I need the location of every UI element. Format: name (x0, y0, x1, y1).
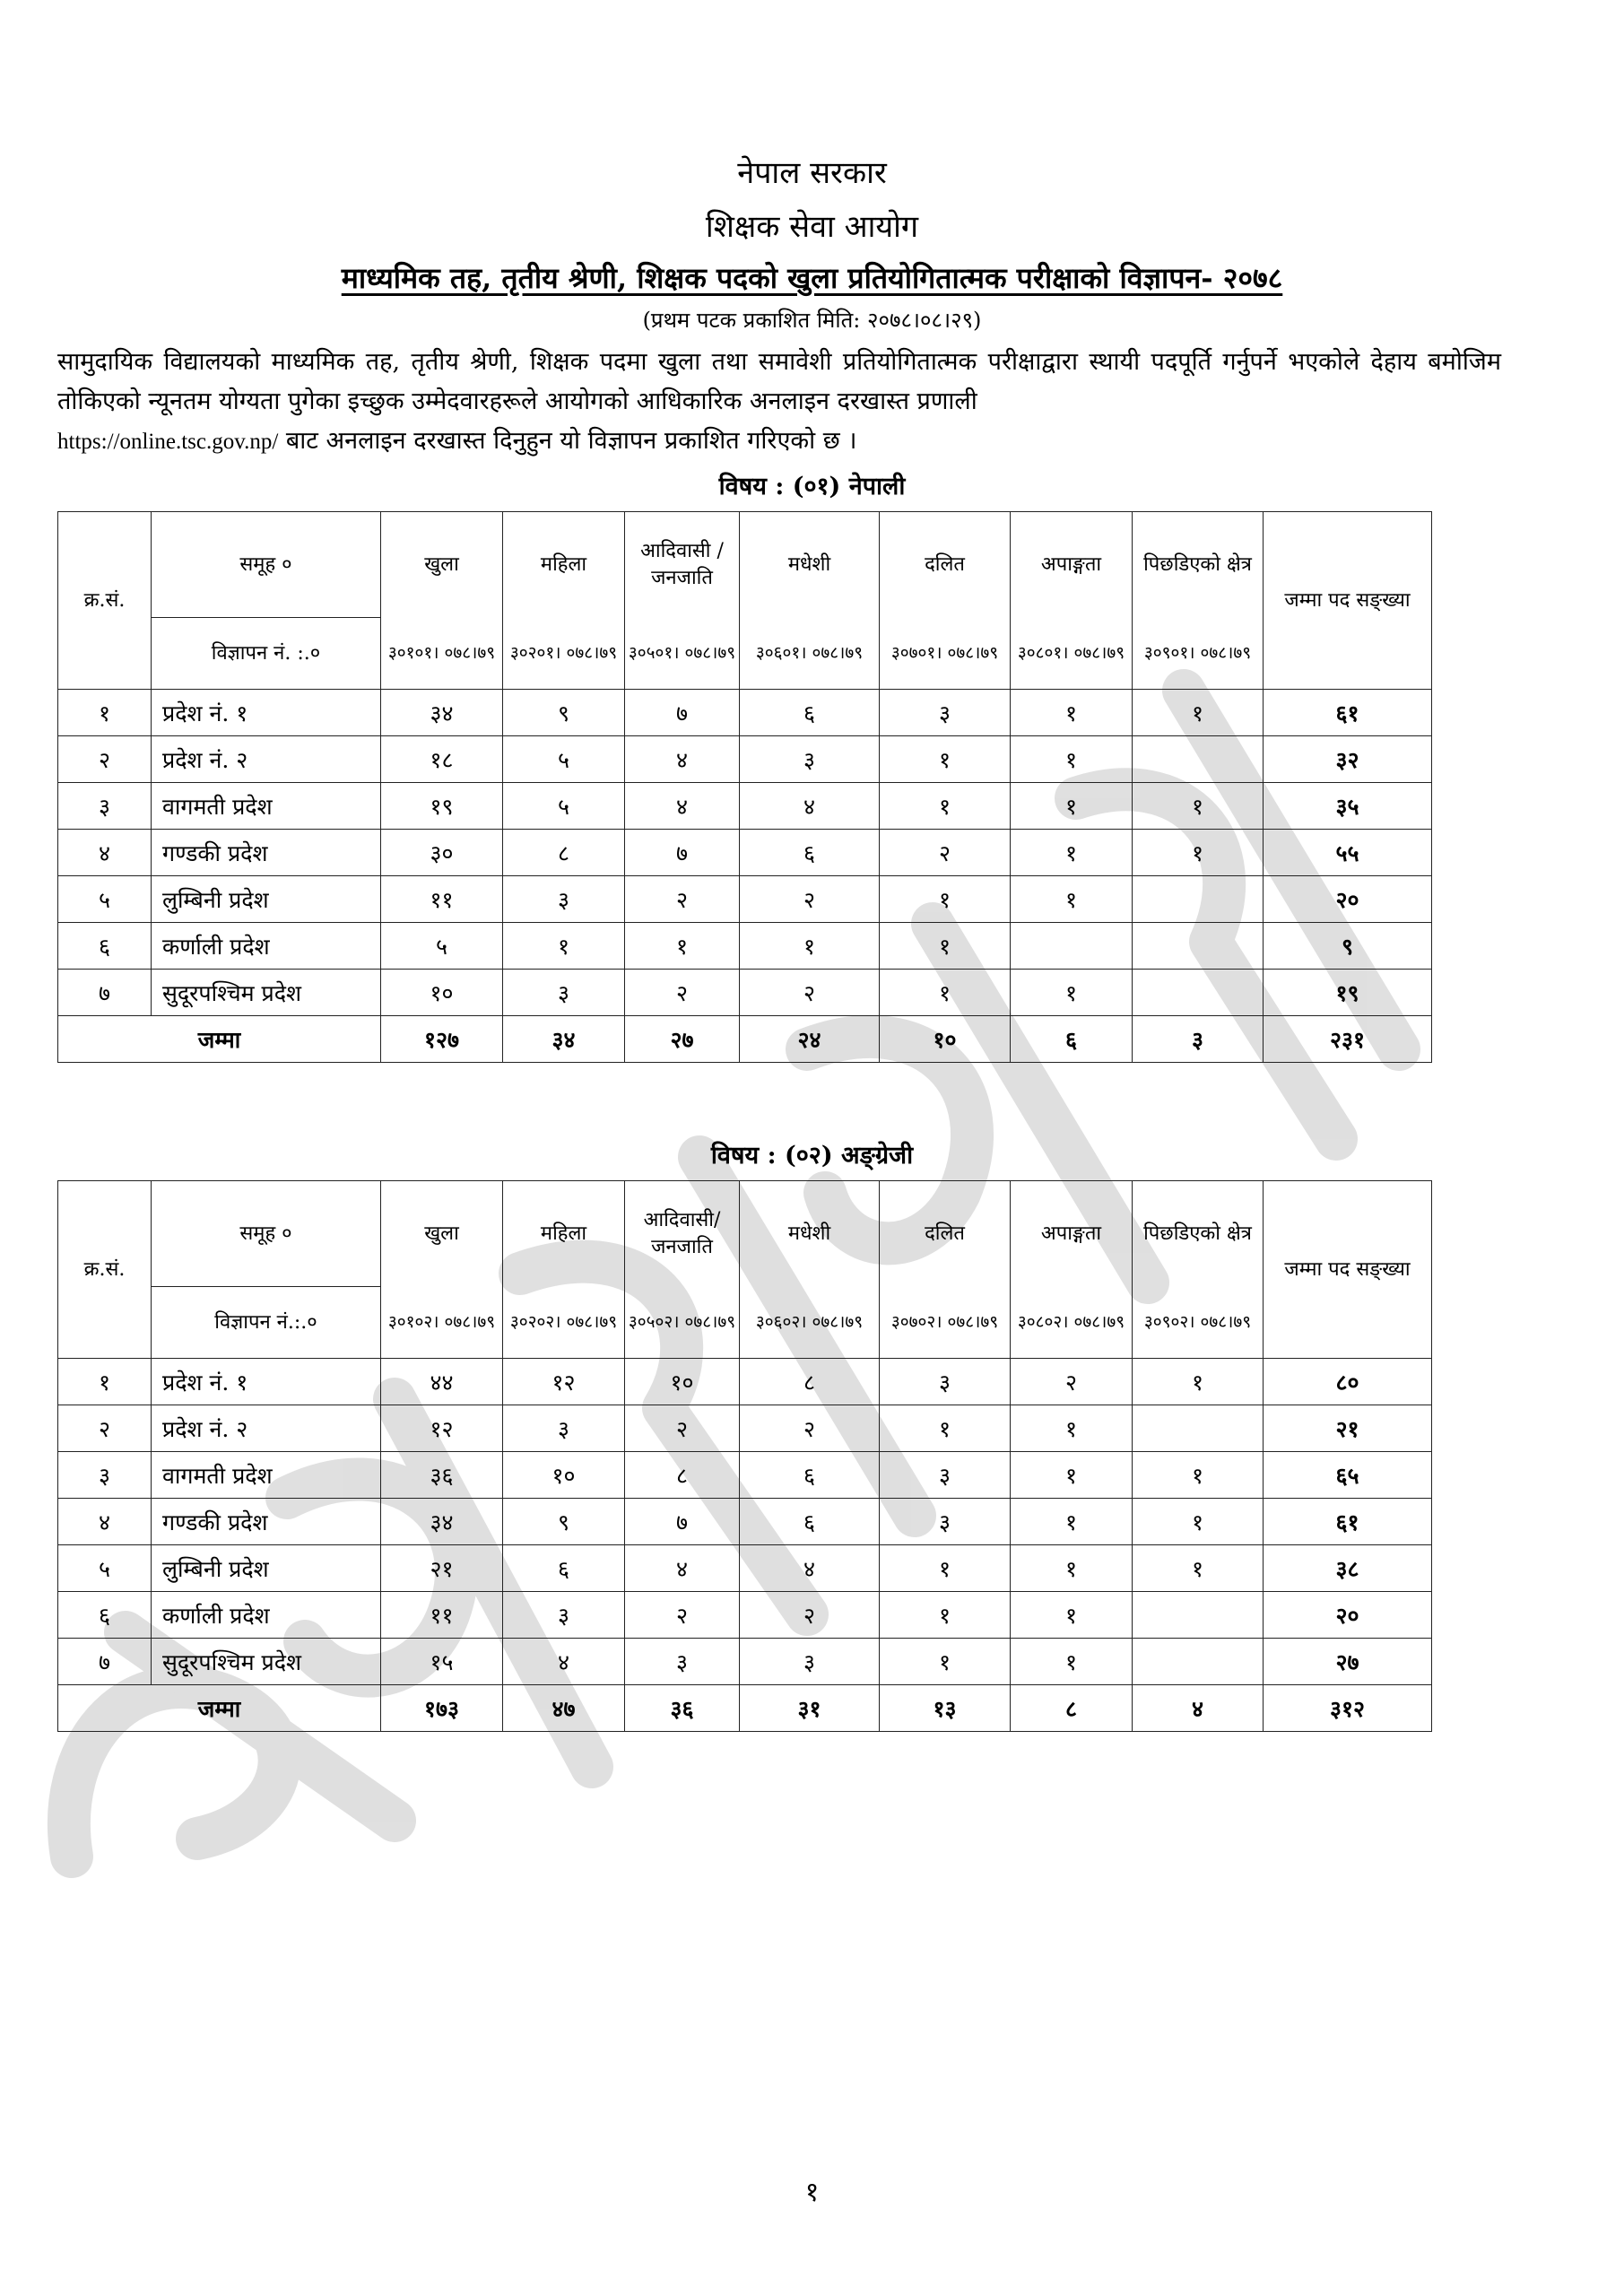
row-value: १२ (381, 1405, 503, 1452)
row-value: १ (1011, 876, 1133, 923)
row-sn: २ (58, 1405, 152, 1452)
code-row (58, 1287, 1432, 1359)
row-value: १ (880, 1405, 1011, 1452)
table-row (58, 923, 1432, 970)
header-category: आदिवासी/ जनजाति (625, 1181, 740, 1287)
row-region: लुम्बिनी प्रदेश (152, 876, 381, 923)
row-sn: ४ (58, 830, 152, 876)
row-value: ४४ (381, 1359, 503, 1405)
row-region: प्रदेश नं. १ (152, 1359, 381, 1405)
row-total: ९ (1264, 923, 1432, 970)
header-group: समूह ० (152, 1181, 381, 1287)
row-total: ६५ (1264, 1452, 1432, 1499)
advertisement-code: ३०७०१। ०७८।७९ (880, 618, 1011, 690)
row-value: ७ (625, 1499, 740, 1545)
row-region: प्रदेश नं. २ (152, 736, 381, 783)
row-total: ६१ (1264, 1499, 1432, 1545)
sum-row (58, 1685, 1432, 1732)
row-value: ७ (625, 690, 740, 736)
row-value: २ (880, 830, 1011, 876)
row-value (1133, 1639, 1264, 1685)
sum-total: २३१ (1264, 1016, 1432, 1063)
row-region: प्रदेश नं. १ (152, 690, 381, 736)
row-value: ३ (740, 736, 880, 783)
published-date: (प्रथम पटक प्रकाशित मिति: २०७८।०८।२९) (642, 308, 982, 333)
row-value: २ (740, 1405, 880, 1452)
document-title (0, 258, 1624, 297)
row-value: ३ (880, 1359, 1011, 1405)
row-value: १ (1133, 1545, 1264, 1592)
table-row (58, 1592, 1432, 1639)
vacancy-table-nepali (57, 511, 1432, 1063)
row-value: ४ (625, 736, 740, 783)
row-value: ३ (880, 1452, 1011, 1499)
row-value: १ (1011, 1545, 1133, 1592)
advertisement-code: ३०८०१। ०७८।७९ (1011, 618, 1133, 690)
header-row (58, 1181, 1432, 1287)
row-value: १ (880, 736, 1011, 783)
advertisement-code: ३०९०२। ०७८।७९ (1133, 1287, 1264, 1359)
row-sn: १ (58, 1359, 152, 1405)
row-total: ३२ (1264, 736, 1432, 783)
row-value: ६ (740, 830, 880, 876)
row-sn: ७ (58, 1639, 152, 1685)
row-sn: २ (58, 736, 152, 783)
row-value: २ (740, 970, 880, 1016)
subject-heading-nepali: विषय : (०१) नेपाली (718, 473, 906, 500)
header-row (58, 512, 1432, 618)
row-value: २१ (381, 1545, 503, 1592)
advertisement-code: ३०६०२। ०७८।७९ (740, 1287, 880, 1359)
table-row (58, 830, 1432, 876)
row-value: ९ (503, 1499, 625, 1545)
sum-value: ३४ (503, 1016, 625, 1063)
row-value: ५ (503, 783, 625, 830)
row-value: १ (1133, 783, 1264, 830)
row-value: १ (880, 970, 1011, 1016)
portal-url: https://online.tsc.gov.np/ (57, 430, 279, 454)
advertisement-code: ३०६०१। ०७८।७९ (740, 618, 880, 690)
row-total: १९ (1264, 970, 1432, 1016)
row-sn: ६ (58, 1592, 152, 1639)
header-category: खुला (381, 512, 503, 618)
subject-heading-english: विषय : (०२) अङ्ग्रेजी (710, 1142, 914, 1170)
row-value: २ (625, 876, 740, 923)
code-row (58, 618, 1432, 690)
row-value: १ (880, 923, 1011, 970)
sum-row (58, 1016, 1432, 1063)
sum-value: १३ (880, 1685, 1011, 1732)
row-value: ४ (625, 783, 740, 830)
row-value: १ (1011, 970, 1133, 1016)
row-value (1133, 1592, 1264, 1639)
row-total: ५५ (1264, 830, 1432, 876)
header-group: समूह ० (152, 512, 381, 618)
row-value: १ (1133, 1359, 1264, 1405)
row-value: ६ (740, 690, 880, 736)
row-value: ३० (381, 830, 503, 876)
sum-value: २७ (625, 1016, 740, 1063)
table-row (58, 736, 1432, 783)
row-sn: ४ (58, 1499, 152, 1545)
header-sn: क्र.सं. (58, 1181, 152, 1359)
government-name: नेपाल सरकार (737, 155, 887, 191)
row-value: ३ (503, 970, 625, 1016)
sum-value: ३१ (740, 1685, 880, 1732)
advertisement-code: ३०५०१। ०७८।७९ (625, 618, 740, 690)
row-value: ३ (625, 1639, 740, 1685)
table-row (58, 876, 1432, 923)
row-value: २ (1011, 1359, 1133, 1405)
row-sn: ५ (58, 1545, 152, 1592)
row-value: १० (503, 1452, 625, 1499)
row-value: ३ (503, 1405, 625, 1452)
sum-value: ४ (1133, 1685, 1264, 1732)
intro-text: सामुदायिक विद्यालयको माध्यमिक तह, तृतीय श्रेणी, शिक्षक पदमा खुला तथा समावेशी प्रतियोगितात्मक परीक्षाद्वारा स्थायी पदपूर्ति गर्नुपर्ने भएकोले देहाय बमोजिम तोकिएको न्यूनतम योग्यता पुगेका इच्छुक उम्मेदवारहरूले आयोगको आधिकारिक अनलाइन दरखास्त प्रणाली (57, 348, 1501, 415)
row-value: ४ (740, 1545, 880, 1592)
sum-label: जम्मा (58, 1016, 381, 1063)
table-row (58, 690, 1432, 736)
row-value: १५ (381, 1639, 503, 1685)
header-category: पिछडिएको क्षेत्र (1133, 1181, 1264, 1287)
header-category: मधेशी (740, 512, 880, 618)
advertisement-code: ३०८०२। ०७८।७९ (1011, 1287, 1133, 1359)
row-sn: ५ (58, 876, 152, 923)
header-category: अपाङ्गता (1011, 1181, 1133, 1287)
row-total: २० (1264, 876, 1432, 923)
sum-value: ३ (1133, 1016, 1264, 1063)
row-region: सुदूरपश्चिम प्रदेश (152, 1639, 381, 1685)
row-value: १२ (503, 1359, 625, 1405)
row-value: १ (1133, 690, 1264, 736)
row-value (1133, 736, 1264, 783)
row-value: १ (503, 923, 625, 970)
row-value: ३४ (381, 690, 503, 736)
header-total: जम्मा पद सङ्ख्या (1264, 1181, 1432, 1359)
row-value: १ (880, 1639, 1011, 1685)
row-value: १० (625, 1359, 740, 1405)
row-value: ९ (503, 690, 625, 736)
row-value: १ (1011, 1499, 1133, 1545)
row-value: १ (880, 876, 1011, 923)
row-total: ६१ (1264, 690, 1432, 736)
row-value: १ (880, 1545, 1011, 1592)
header-category: पिछडिएको क्षेत्र (1133, 512, 1264, 618)
header-category: आदिवासी / जनजाति (625, 512, 740, 618)
row-value: १ (1011, 1405, 1133, 1452)
row-value: १९ (381, 783, 503, 830)
table-row (58, 970, 1432, 1016)
row-sn: ७ (58, 970, 152, 1016)
table-row (58, 1452, 1432, 1499)
row-value: १ (880, 1592, 1011, 1639)
header-category: दलित (880, 1181, 1011, 1287)
sum-value: ३६ (625, 1685, 740, 1732)
row-value: १ (740, 923, 880, 970)
table-row (58, 783, 1432, 830)
row-value: ४ (625, 1545, 740, 1592)
commission-name: शिक्षक सेवा आयोग (705, 209, 919, 245)
table-row (58, 1499, 1432, 1545)
row-value: २ (625, 970, 740, 1016)
advertisement-code: ३०९०१। ०७८।७९ (1133, 618, 1264, 690)
row-value (1133, 923, 1264, 970)
row-value: १ (1133, 1452, 1264, 1499)
row-value: १ (1011, 783, 1133, 830)
header-category: खुला (381, 1181, 503, 1287)
row-value: ५ (503, 736, 625, 783)
row-value: १ (1133, 830, 1264, 876)
row-value: १ (625, 923, 740, 970)
advertisement-code: ३०१०१। ०७८।७९ (381, 618, 503, 690)
row-region: सुदूरपश्चिम प्रदेश (152, 970, 381, 1016)
header-sn: क्र.सं. (58, 512, 152, 690)
row-region: लुम्बिनी प्रदेश (152, 1545, 381, 1592)
advertisement-code: ३०५०२। ०७८।७९ (625, 1287, 740, 1359)
row-total: ३८ (1264, 1545, 1432, 1592)
row-value: ४ (740, 783, 880, 830)
advertisement-code: ३०७०२। ०७८।७९ (880, 1287, 1011, 1359)
row-value: १ (880, 783, 1011, 830)
row-region: कर्णाली प्रदेश (152, 923, 381, 970)
row-value: २ (625, 1592, 740, 1639)
header-category: दलित (880, 512, 1011, 618)
sum-label: जम्मा (58, 1685, 381, 1732)
header-adv-no: विज्ञापन नं. :.० (152, 618, 381, 690)
row-total: २१ (1264, 1405, 1432, 1452)
row-value: १ (1011, 690, 1133, 736)
intro-paragraph (57, 343, 1501, 462)
table-row (58, 1639, 1432, 1685)
row-value: ८ (740, 1359, 880, 1405)
row-value: ३ (740, 1639, 880, 1685)
header-category: महिला (503, 1181, 625, 1287)
row-value: ८ (625, 1452, 740, 1499)
page-number: १ (804, 2177, 820, 2208)
table-row (58, 1545, 1432, 1592)
advertisement-code: ३०१०२। ०७८।७९ (381, 1287, 503, 1359)
advertisement-code: ३०२०२। ०७८।७९ (503, 1287, 625, 1359)
row-value: २ (740, 1592, 880, 1639)
sum-value: १७३ (381, 1685, 503, 1732)
sum-value: ४७ (503, 1685, 625, 1732)
row-value (1133, 1405, 1264, 1452)
row-value: ४ (503, 1639, 625, 1685)
row-total: ८० (1264, 1359, 1432, 1405)
row-sn: ३ (58, 1452, 152, 1499)
row-region: प्रदेश नं. २ (152, 1405, 381, 1452)
row-value: ३४ (381, 1499, 503, 1545)
row-value: ३६ (381, 1452, 503, 1499)
row-sn: ३ (58, 783, 152, 830)
document-title-text: माध्यमिक तह, तृतीय श्रेणी, शिक्षक पदको खुला प्रतियोगितात्मक परीक्षाको विज्ञापन- २०७८ (341, 261, 1283, 295)
row-value: १८ (381, 736, 503, 783)
intro-text-2: बाट अनलाइन दरखास्त दिनुहुन यो विज्ञापन प्रकाशित गरिएको छ । (278, 427, 857, 455)
row-total: २० (1264, 1592, 1432, 1639)
table-row (58, 1405, 1432, 1452)
table-row (58, 1359, 1432, 1405)
row-value: २ (740, 876, 880, 923)
row-value: १ (1011, 736, 1133, 783)
row-value: २ (625, 1405, 740, 1452)
row-value (1011, 923, 1133, 970)
header-adv-no: विज्ञापन नं.:.० (152, 1287, 381, 1359)
row-value: ३ (503, 876, 625, 923)
row-region: कर्णाली प्रदेश (152, 1592, 381, 1639)
row-value: ६ (503, 1545, 625, 1592)
row-region: गण्डकी प्रदेश (152, 830, 381, 876)
row-sn: १ (58, 690, 152, 736)
row-value: १० (381, 970, 503, 1016)
sum-value: १० (880, 1016, 1011, 1063)
vacancy-table-english (57, 1180, 1432, 1732)
sum-value: ६ (1011, 1016, 1133, 1063)
row-value: ८ (503, 830, 625, 876)
header-total: जम्मा पद सङ्ख्या (1264, 512, 1432, 690)
row-sn: ६ (58, 923, 152, 970)
row-region: वागमती प्रदेश (152, 783, 381, 830)
row-value: १ (1011, 1639, 1133, 1685)
row-value: ६ (740, 1499, 880, 1545)
header-category: मधेशी (740, 1181, 880, 1287)
header-category: अपाङ्गता (1011, 512, 1133, 618)
row-value: ३ (503, 1592, 625, 1639)
row-total: २७ (1264, 1639, 1432, 1685)
row-value: ५ (381, 923, 503, 970)
row-value: ३ (880, 690, 1011, 736)
row-value: १ (1011, 1452, 1133, 1499)
sum-total: ३१२ (1264, 1685, 1432, 1732)
row-value (1133, 970, 1264, 1016)
row-value: १ (1011, 1592, 1133, 1639)
row-value: ३ (880, 1499, 1011, 1545)
row-value: १ (1011, 830, 1133, 876)
advertisement-code: ३०२०१। ०७८।७९ (503, 618, 625, 690)
sum-value: ८ (1011, 1685, 1133, 1732)
row-total: ३५ (1264, 783, 1432, 830)
row-value (1133, 876, 1264, 923)
row-region: गण्डकी प्रदेश (152, 1499, 381, 1545)
row-value: ६ (740, 1452, 880, 1499)
row-region: वागमती प्रदेश (152, 1452, 381, 1499)
row-value: ११ (381, 1592, 503, 1639)
sum-value: २४ (740, 1016, 880, 1063)
row-value: ७ (625, 830, 740, 876)
row-value: ११ (381, 876, 503, 923)
header-category: महिला (503, 512, 625, 618)
sum-value: १२७ (381, 1016, 503, 1063)
row-value: १ (1133, 1499, 1264, 1545)
